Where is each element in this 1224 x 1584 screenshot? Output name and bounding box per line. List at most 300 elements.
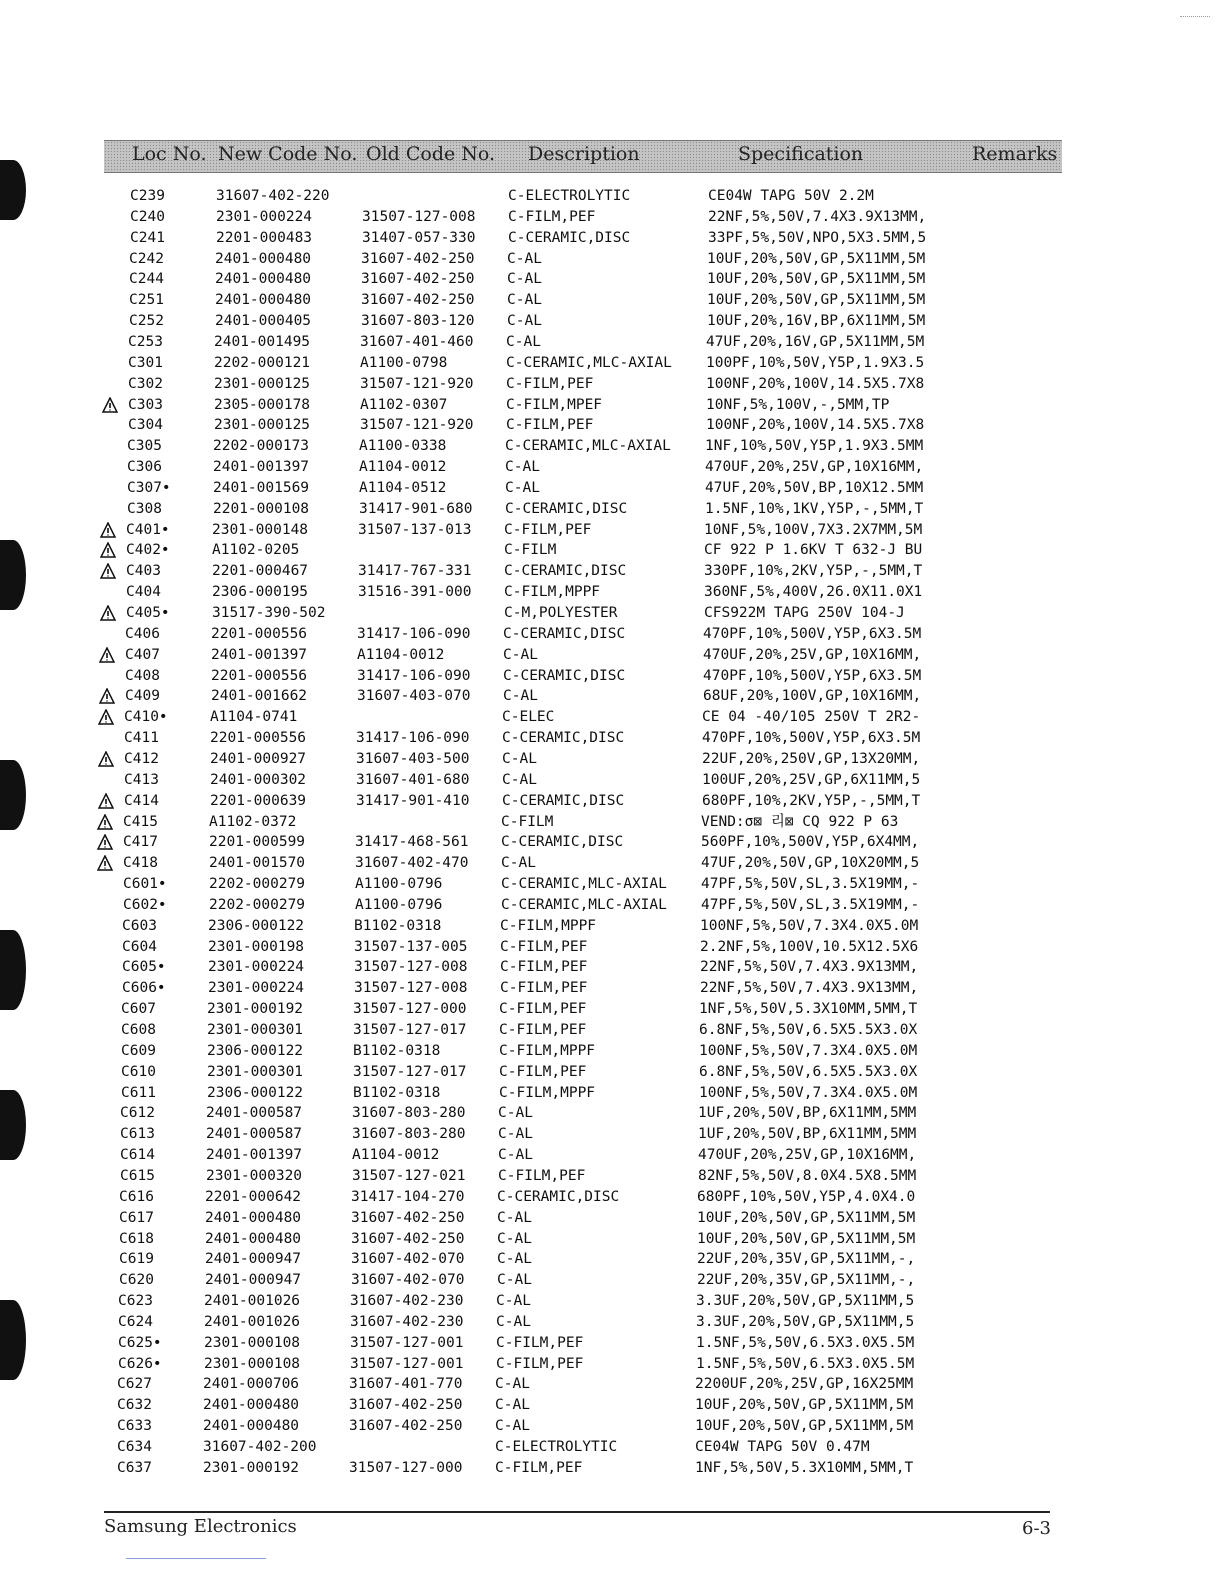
description: C-FILM,PEF (496, 1355, 584, 1372)
description: C-CERAMIC,MLC-AXIAL (501, 876, 667, 893)
new-code-no: A1102-0205 (212, 542, 300, 559)
safety-warning-icon (99, 688, 115, 704)
description: C-FILM (504, 542, 557, 559)
table-row (0, 874, 1224, 895)
specification: 470PF,10%,500V,Y5P,6X3.5M (703, 625, 922, 642)
old-code-no: 31607-402-250 (351, 1209, 465, 1226)
specification: 10UF,20%,16V,BP,6X11MM,5M (707, 313, 926, 330)
specification: 82NF,5%,50V,8.0X4.5X8.5MM (698, 1167, 917, 1184)
new-code-no: 2201-000483 (216, 229, 313, 246)
loc-no: C409 (125, 688, 160, 705)
table-row (0, 853, 1224, 874)
old-code-no: B1102-0318 (353, 1084, 441, 1101)
new-code-no: 2306-000122 (208, 917, 305, 934)
loc-no: C308 (127, 500, 162, 517)
loc-no: C410• (124, 709, 168, 726)
new-code-no: 2401-000480 (203, 1397, 300, 1414)
old-code-no: 31407-057-330 (362, 229, 476, 246)
table-row (0, 1083, 1224, 1104)
old-code-no: 31417-468-561 (355, 834, 469, 851)
description: C-AL (497, 1272, 532, 1289)
new-code-no: 2301-000320 (206, 1167, 303, 1184)
loc-no: C304 (128, 417, 163, 434)
specification: 47UF,20%,50V,GP,10X20MM,5 (701, 855, 920, 872)
old-code-no: 31507-137-013 (358, 521, 472, 538)
table-row (0, 436, 1224, 457)
loc-no: C611 (121, 1084, 156, 1101)
header-specification: Specification (738, 143, 864, 165)
specification: 22NF,5%,50V,7.4X3.9X13MM, (708, 208, 927, 225)
loc-no: C634 (117, 1439, 152, 1455)
new-code-no: 31607-402-220 (216, 188, 330, 204)
old-code-no: 31607-803-280 (352, 1126, 466, 1143)
description: C-AL (497, 1251, 532, 1268)
safety-warning-icon (100, 542, 116, 558)
description: C-ELECTROLYTIC (508, 188, 631, 204)
table-row (0, 624, 1224, 645)
table-row (0, 1124, 1224, 1145)
new-code-no: 2301-000108 (204, 1334, 301, 1351)
table-row (0, 1437, 1224, 1458)
description: C-CERAMIC,DISC (504, 563, 627, 580)
specification: 100PF,10%,50V,Y5P,1.9X3.5 (706, 354, 925, 371)
specification: 1UF,20%,50V,BP,6X11MM,5MM (698, 1105, 917, 1122)
loc-no: C307• (127, 479, 171, 496)
new-code-no: 2202-000279 (209, 896, 306, 913)
table-row (0, 186, 1224, 207)
specification: 6.8NF,5%,50V,6.5X5.5X3.0X (699, 1063, 918, 1080)
old-code-no: A1104-0012 (359, 459, 447, 476)
loc-no: C633 (117, 1418, 152, 1435)
footer-company: Samsung Electronics (104, 1516, 297, 1537)
loc-no: C606• (122, 980, 166, 997)
new-code-no: 2201-000556 (210, 730, 307, 747)
description: C-FILM,PEF (496, 1334, 584, 1351)
table-row (0, 1020, 1224, 1041)
loc-no: C403 (126, 563, 161, 580)
table-row (0, 207, 1224, 228)
table-row (0, 832, 1224, 853)
loc-no: C251 (129, 292, 164, 309)
safety-warning-icon (98, 751, 114, 767)
old-code-no: A1104-0012 (357, 646, 445, 663)
new-code-no: 2301-000224 (208, 980, 305, 997)
table-row (0, 728, 1224, 749)
specification: 680PF,10%,2KV,Y5P,-,5MM,T (702, 792, 921, 809)
table-row (0, 1249, 1224, 1270)
loc-no: C303 (128, 396, 163, 413)
old-code-no: A1100-0796 (355, 896, 443, 913)
description: C-FILM (501, 813, 554, 830)
new-code-no: 2401-000927 (210, 750, 307, 767)
loc-no: C412 (124, 750, 159, 767)
old-code-no: 31607-402-250 (349, 1418, 463, 1435)
specification: 22NF,5%,50V,7.4X3.9X13MM, (700, 980, 919, 997)
loc-no: C239 (130, 188, 165, 204)
loc-no: C618 (119, 1230, 154, 1247)
description: C-AL (501, 855, 536, 872)
description: C-CERAMIC,MLC-AXIAL (506, 354, 672, 371)
new-code-no: 2401-001397 (213, 459, 310, 476)
specification: CE 04 -40/105 250V T 2R2- (702, 709, 921, 726)
new-code-no: 2401-000480 (215, 271, 312, 288)
new-code-no: 2301-000192 (203, 1459, 300, 1476)
new-code-no: 2301-000301 (207, 1063, 304, 1080)
loc-no: C301 (128, 354, 163, 371)
specification: 10UF,20%,50V,GP,5X11MM,5M (695, 1418, 914, 1435)
description: C-AL (495, 1376, 530, 1393)
table-row (0, 269, 1224, 290)
description: C-AL (495, 1418, 530, 1435)
old-code-no: 31607-402-250 (361, 292, 475, 309)
new-code-no: 2401-000587 (206, 1105, 303, 1122)
new-code-no: 31607-402-200 (203, 1439, 317, 1455)
table-row (0, 957, 1224, 978)
table-row (0, 770, 1224, 791)
table-row (0, 415, 1224, 436)
description: C-AL (498, 1147, 533, 1164)
new-code-no: 2401-000480 (215, 250, 312, 267)
old-code-no: 31607-403-070 (357, 688, 471, 705)
description: C-CERAMIC,DISC (505, 500, 628, 517)
table-row (0, 1374, 1224, 1395)
new-code-no: 2401-001397 (206, 1147, 303, 1164)
table-row (0, 1062, 1224, 1083)
description: C-FILM,PEF (499, 1063, 587, 1080)
old-code-no: 31507-127-008 (362, 208, 476, 225)
specification: 22UF,20%,35V,GP,5X11MM,-, (697, 1251, 916, 1268)
specification: 22NF,5%,50V,7.4X3.9X13MM, (700, 959, 919, 976)
table-row (0, 582, 1224, 603)
loc-no: C627 (117, 1376, 152, 1393)
specification: 470UF,20%,25V,GP,10X16MM, (703, 646, 922, 663)
description: C-AL (506, 333, 541, 350)
new-code-no: 2201-000467 (212, 563, 309, 580)
old-code-no: 31607-402-250 (361, 250, 475, 267)
loc-no: C632 (117, 1397, 152, 1414)
loc-no: C615 (120, 1167, 155, 1184)
safety-warning-icon (97, 834, 113, 850)
table-row (0, 1395, 1224, 1416)
loc-no: C405• (126, 605, 170, 621)
description: C-FILM,MPEF (506, 396, 603, 413)
old-code-no: 31607-401-770 (349, 1376, 463, 1393)
old-code-no: B1102-0318 (353, 1042, 441, 1059)
specification: 100NF,20%,100V,14.5X5.7X8 (706, 375, 925, 392)
specification: 470PF,10%,500V,Y5P,6X3.5M (703, 667, 922, 684)
description: C-FILM,PEF (499, 1001, 587, 1018)
specification: 100NF,5%,50V,7.3X4.0X5.0M (699, 1084, 918, 1101)
table-row (0, 1145, 1224, 1166)
description: C-AL (502, 750, 537, 767)
specification: 3.3UF,20%,50V,GP,5X11MM,5 (696, 1293, 915, 1310)
new-code-no: 2401-000947 (205, 1272, 302, 1289)
description: C-FILM,PEF (500, 980, 588, 997)
description: C-AL (495, 1397, 530, 1414)
header-new-code: New Code No. (218, 143, 358, 165)
loc-no: C417 (123, 834, 158, 851)
loc-no: C240 (130, 208, 165, 225)
header-old-code: Old Code No. (366, 143, 496, 165)
new-code-no: 2305-000178 (214, 396, 311, 413)
description: C-CERAMIC,DISC (497, 1188, 620, 1205)
footer-rule (104, 1511, 1050, 1513)
old-code-no: 31607-401-460 (360, 333, 474, 350)
safety-warning-icon (98, 793, 114, 809)
safety-warning-icon (98, 709, 114, 725)
new-code-no: 2401-000587 (206, 1126, 303, 1143)
new-code-no: 2201-000108 (213, 500, 310, 517)
specification: 330PF,10%,2KV,Y5P,-,5MM,T (704, 563, 923, 580)
description: C-AL (496, 1293, 531, 1310)
description: C-FILM,PEF (495, 1459, 583, 1476)
new-code-no: 2201-000639 (210, 792, 307, 809)
table-row (0, 707, 1224, 728)
old-code-no: 31607-402-230 (350, 1293, 464, 1310)
old-code-no: B1102-0318 (354, 917, 442, 934)
description: C-FILM,PEF (506, 375, 594, 392)
description: C-AL (507, 250, 542, 267)
old-code-no: A1104-0512 (359, 479, 447, 496)
table-row (0, 603, 1224, 624)
specification: 6.8NF,5%,50V,6.5X5.5X3.0X (699, 1022, 918, 1038)
table-row (0, 812, 1224, 833)
specification: 560PF,10%,500V,Y5P,6X4MM, (701, 834, 920, 851)
table-row (0, 1103, 1224, 1124)
table-row (0, 1041, 1224, 1062)
loc-no: C305 (127, 438, 162, 455)
description: C-FILM,PEF (504, 521, 592, 538)
loc-no: C601• (123, 876, 167, 893)
description: C-FILM,PEF (498, 1167, 586, 1184)
old-code-no: 31507-121-920 (360, 417, 474, 434)
new-code-no: 2301-000192 (207, 1001, 304, 1018)
loc-no: C626• (118, 1355, 162, 1372)
old-code-no: 31507-127-000 (353, 1001, 467, 1018)
description: C-AL (496, 1313, 531, 1330)
specification: 10UF,20%,50V,GP,5X11MM,5M (707, 250, 926, 267)
loc-no: C401• (126, 521, 170, 538)
old-code-no: 31507-137-005 (354, 938, 468, 955)
old-code-no: 31417-767-331 (358, 563, 472, 580)
old-code-no: 31607-402-250 (351, 1230, 465, 1247)
description: C-AL (502, 771, 537, 788)
new-code-no: 2301-000148 (212, 521, 309, 538)
loc-no: C253 (128, 333, 163, 350)
table-row (0, 1458, 1224, 1479)
table-row (0, 978, 1224, 999)
loc-no: C603 (122, 917, 157, 934)
loc-no: C252 (129, 313, 164, 330)
description: C-ELEC (502, 709, 555, 726)
old-code-no: 31607-402-230 (350, 1313, 464, 1330)
loc-no: C616 (119, 1188, 154, 1205)
description: C-AL (497, 1209, 532, 1226)
description: C-CERAMIC,DISC (503, 667, 626, 684)
specification: 1UF,20%,50V,BP,6X11MM,5MM (698, 1126, 917, 1143)
loc-no: C609 (121, 1042, 156, 1059)
new-code-no: 2401-001026 (204, 1293, 301, 1310)
new-code-no: A1104-0741 (210, 709, 298, 726)
specification: CE04W TAPG 50V 0.47M (695, 1439, 870, 1455)
specification: 68UF,20%,100V,GP,10X16MM, (703, 688, 922, 705)
description: C-CERAMIC,DISC (502, 792, 625, 809)
safety-warning-icon (100, 605, 116, 621)
safety-warning-icon (100, 522, 116, 538)
description: C-AL (503, 688, 538, 705)
new-code-no: 2401-001495 (214, 333, 311, 350)
new-code-no: 2301-000224 (216, 208, 313, 225)
specification: 360NF,5%,400V,26.0X11.0X1 (704, 584, 923, 601)
page-number: 6-3 (1022, 1518, 1051, 1539)
specification: 10UF,20%,50V,GP,5X11MM,5M (695, 1397, 914, 1414)
loc-no: C404 (126, 584, 161, 601)
loc-no: C306 (127, 459, 162, 476)
description: C-AL (498, 1105, 533, 1122)
description: C-CERAMIC,MLC-AXIAL (505, 438, 671, 455)
new-code-no: 2301-000224 (208, 959, 305, 976)
specification: 1NF,5%,50V,5.3X10MM,5MM,T (699, 1001, 918, 1018)
description: C-AL (505, 459, 540, 476)
description: C-FILM,PEF (506, 417, 594, 434)
loc-no: C619 (119, 1251, 154, 1268)
old-code-no: 31607-402-250 (349, 1397, 463, 1414)
new-code-no: 2306-000122 (207, 1084, 304, 1101)
loc-no: C302 (128, 375, 163, 392)
description: C-FILM,PEF (508, 208, 596, 225)
description: C-FILM,PEF (499, 1022, 587, 1038)
table-row (0, 1354, 1224, 1375)
specification: CE04W TAPG 50V 2.2M (708, 188, 874, 204)
specification: 100UF,20%,25V,GP,6X11MM,5 (702, 771, 921, 788)
description: C-AL (497, 1230, 532, 1247)
old-code-no: 31507-127-001 (350, 1334, 464, 1351)
new-code-no: 2401-001662 (211, 688, 308, 705)
specification: 3.3UF,20%,50V,GP,5X11MM,5 (696, 1313, 915, 1330)
old-code-no: 31607-402-250 (361, 271, 475, 288)
new-code-no: 2201-000642 (205, 1188, 302, 1205)
loc-no: C415 (123, 813, 158, 830)
old-code-no: 31607-401-680 (356, 771, 470, 788)
table-row (0, 1229, 1224, 1250)
table-row (0, 520, 1224, 541)
table-row (0, 686, 1224, 707)
specification: 22UF,20%,250V,GP,13X20MM, (702, 750, 921, 767)
description: C-CERAMIC,MLC-AXIAL (501, 896, 667, 913)
loc-no: C602• (123, 896, 167, 913)
old-code-no: A1100-0796 (355, 876, 443, 893)
scan-mark (1180, 16, 1210, 18)
table-row (0, 1312, 1224, 1333)
specification: CF 922 P 1.6KV T 632-J BU (704, 542, 923, 559)
specification: CFS922M TAPG 250V 104-J (704, 605, 905, 621)
old-code-no: 31516-391-000 (358, 584, 472, 601)
new-code-no: 2301-000125 (214, 417, 311, 434)
new-code-no: 2401-000480 (203, 1418, 300, 1435)
specification: 10UF,20%,50V,GP,5X11MM,5M (697, 1230, 916, 1247)
header-description: Description (528, 143, 640, 165)
description: C-AL (507, 313, 542, 330)
old-code-no: 31507-127-021 (352, 1167, 466, 1184)
table-row (0, 311, 1224, 332)
table-row (0, 1166, 1224, 1187)
specification: 33PF,5%,50V,NPO,5X3.5MM,5 (708, 229, 927, 246)
loc-no: C407 (125, 646, 160, 663)
specification: 1.5NF,5%,50V,6.5X3.0X5.5M (696, 1355, 915, 1372)
specification: 2.2NF,5%,100V,10.5X12.5X6 (700, 938, 919, 955)
table-row (0, 916, 1224, 937)
old-code-no: 31607-402-070 (351, 1251, 465, 1268)
loc-no: C604 (122, 938, 157, 955)
specification: 100NF,5%,50V,7.3X4.0X5.0M (700, 917, 919, 934)
table-row (0, 666, 1224, 687)
specification: 470UF,20%,25V,GP,10X16MM, (705, 459, 924, 476)
new-code-no: 2401-001569 (213, 479, 310, 496)
description: C-CERAMIC,DISC (502, 730, 625, 747)
specification: 47UF,20%,50V,BP,10X12.5MM (705, 479, 924, 496)
old-code-no: 31607-803-280 (352, 1105, 466, 1122)
table-row (0, 937, 1224, 958)
table-row (0, 353, 1224, 374)
table-row (0, 332, 1224, 353)
old-code-no: A1100-0338 (359, 438, 447, 455)
table-row (0, 1187, 1224, 1208)
loc-no: C617 (119, 1209, 154, 1226)
new-code-no: 2401-001397 (211, 646, 308, 663)
old-code-no: 31417-901-410 (356, 792, 470, 809)
new-code-no: 2301-000108 (204, 1355, 301, 1372)
specification: 10NF,5%,100V,-,5MM,TP (706, 396, 890, 413)
description: C-M,POLYESTER (504, 605, 618, 621)
old-code-no: 31507-127-000 (349, 1459, 463, 1476)
table-row (0, 1416, 1224, 1437)
new-code-no: 2401-001026 (204, 1313, 301, 1330)
loc-no: C413 (124, 771, 159, 788)
loc-no: C605• (122, 959, 166, 976)
new-code-no: 2301-000125 (214, 375, 311, 392)
table-row (0, 1291, 1224, 1312)
table-row (0, 1333, 1224, 1354)
new-code-no: 2306-000195 (212, 584, 309, 601)
new-code-no: 2201-000556 (211, 667, 308, 684)
specification: 1NF,10%,50V,Y5P,1.9X3.5MM (705, 438, 924, 455)
specification: 2200UF,20%,25V,GP,16X25MM (695, 1376, 914, 1393)
new-code-no: 2401-000480 (205, 1209, 302, 1226)
loc-no: C614 (120, 1147, 155, 1164)
description: C-AL (507, 271, 542, 288)
table-row (0, 999, 1224, 1020)
old-code-no: 31607-402-470 (355, 855, 469, 872)
specification: 680PF,10%,50V,Y5P,4.0X4.0 (697, 1188, 916, 1205)
description: C-AL (505, 479, 540, 496)
loc-no: C406 (125, 625, 160, 642)
specification: 10UF,20%,50V,GP,5X11MM,5M (697, 1209, 916, 1226)
specification: 22UF,20%,35V,GP,5X11MM,-, (697, 1272, 916, 1289)
specification: 10UF,20%,50V,GP,5X11MM,5M (707, 271, 926, 288)
new-code-no: 2201-000556 (211, 625, 308, 642)
loc-no: C608 (121, 1022, 156, 1038)
loc-no: C418 (123, 855, 158, 872)
old-code-no: 31417-104-270 (351, 1188, 465, 1205)
safety-warning-icon (99, 647, 115, 663)
specification: 1NF,5%,50V,5.3X10MM,5MM,T (695, 1459, 914, 1476)
description: C-AL (498, 1126, 533, 1143)
old-code-no: 31417-901-680 (359, 500, 473, 517)
description: C-FILM,MPPF (499, 1084, 596, 1101)
new-code-no: 2401-000480 (215, 292, 312, 309)
description: C-FILM,PEF (500, 938, 588, 955)
new-code-no: 2202-000173 (213, 438, 310, 455)
